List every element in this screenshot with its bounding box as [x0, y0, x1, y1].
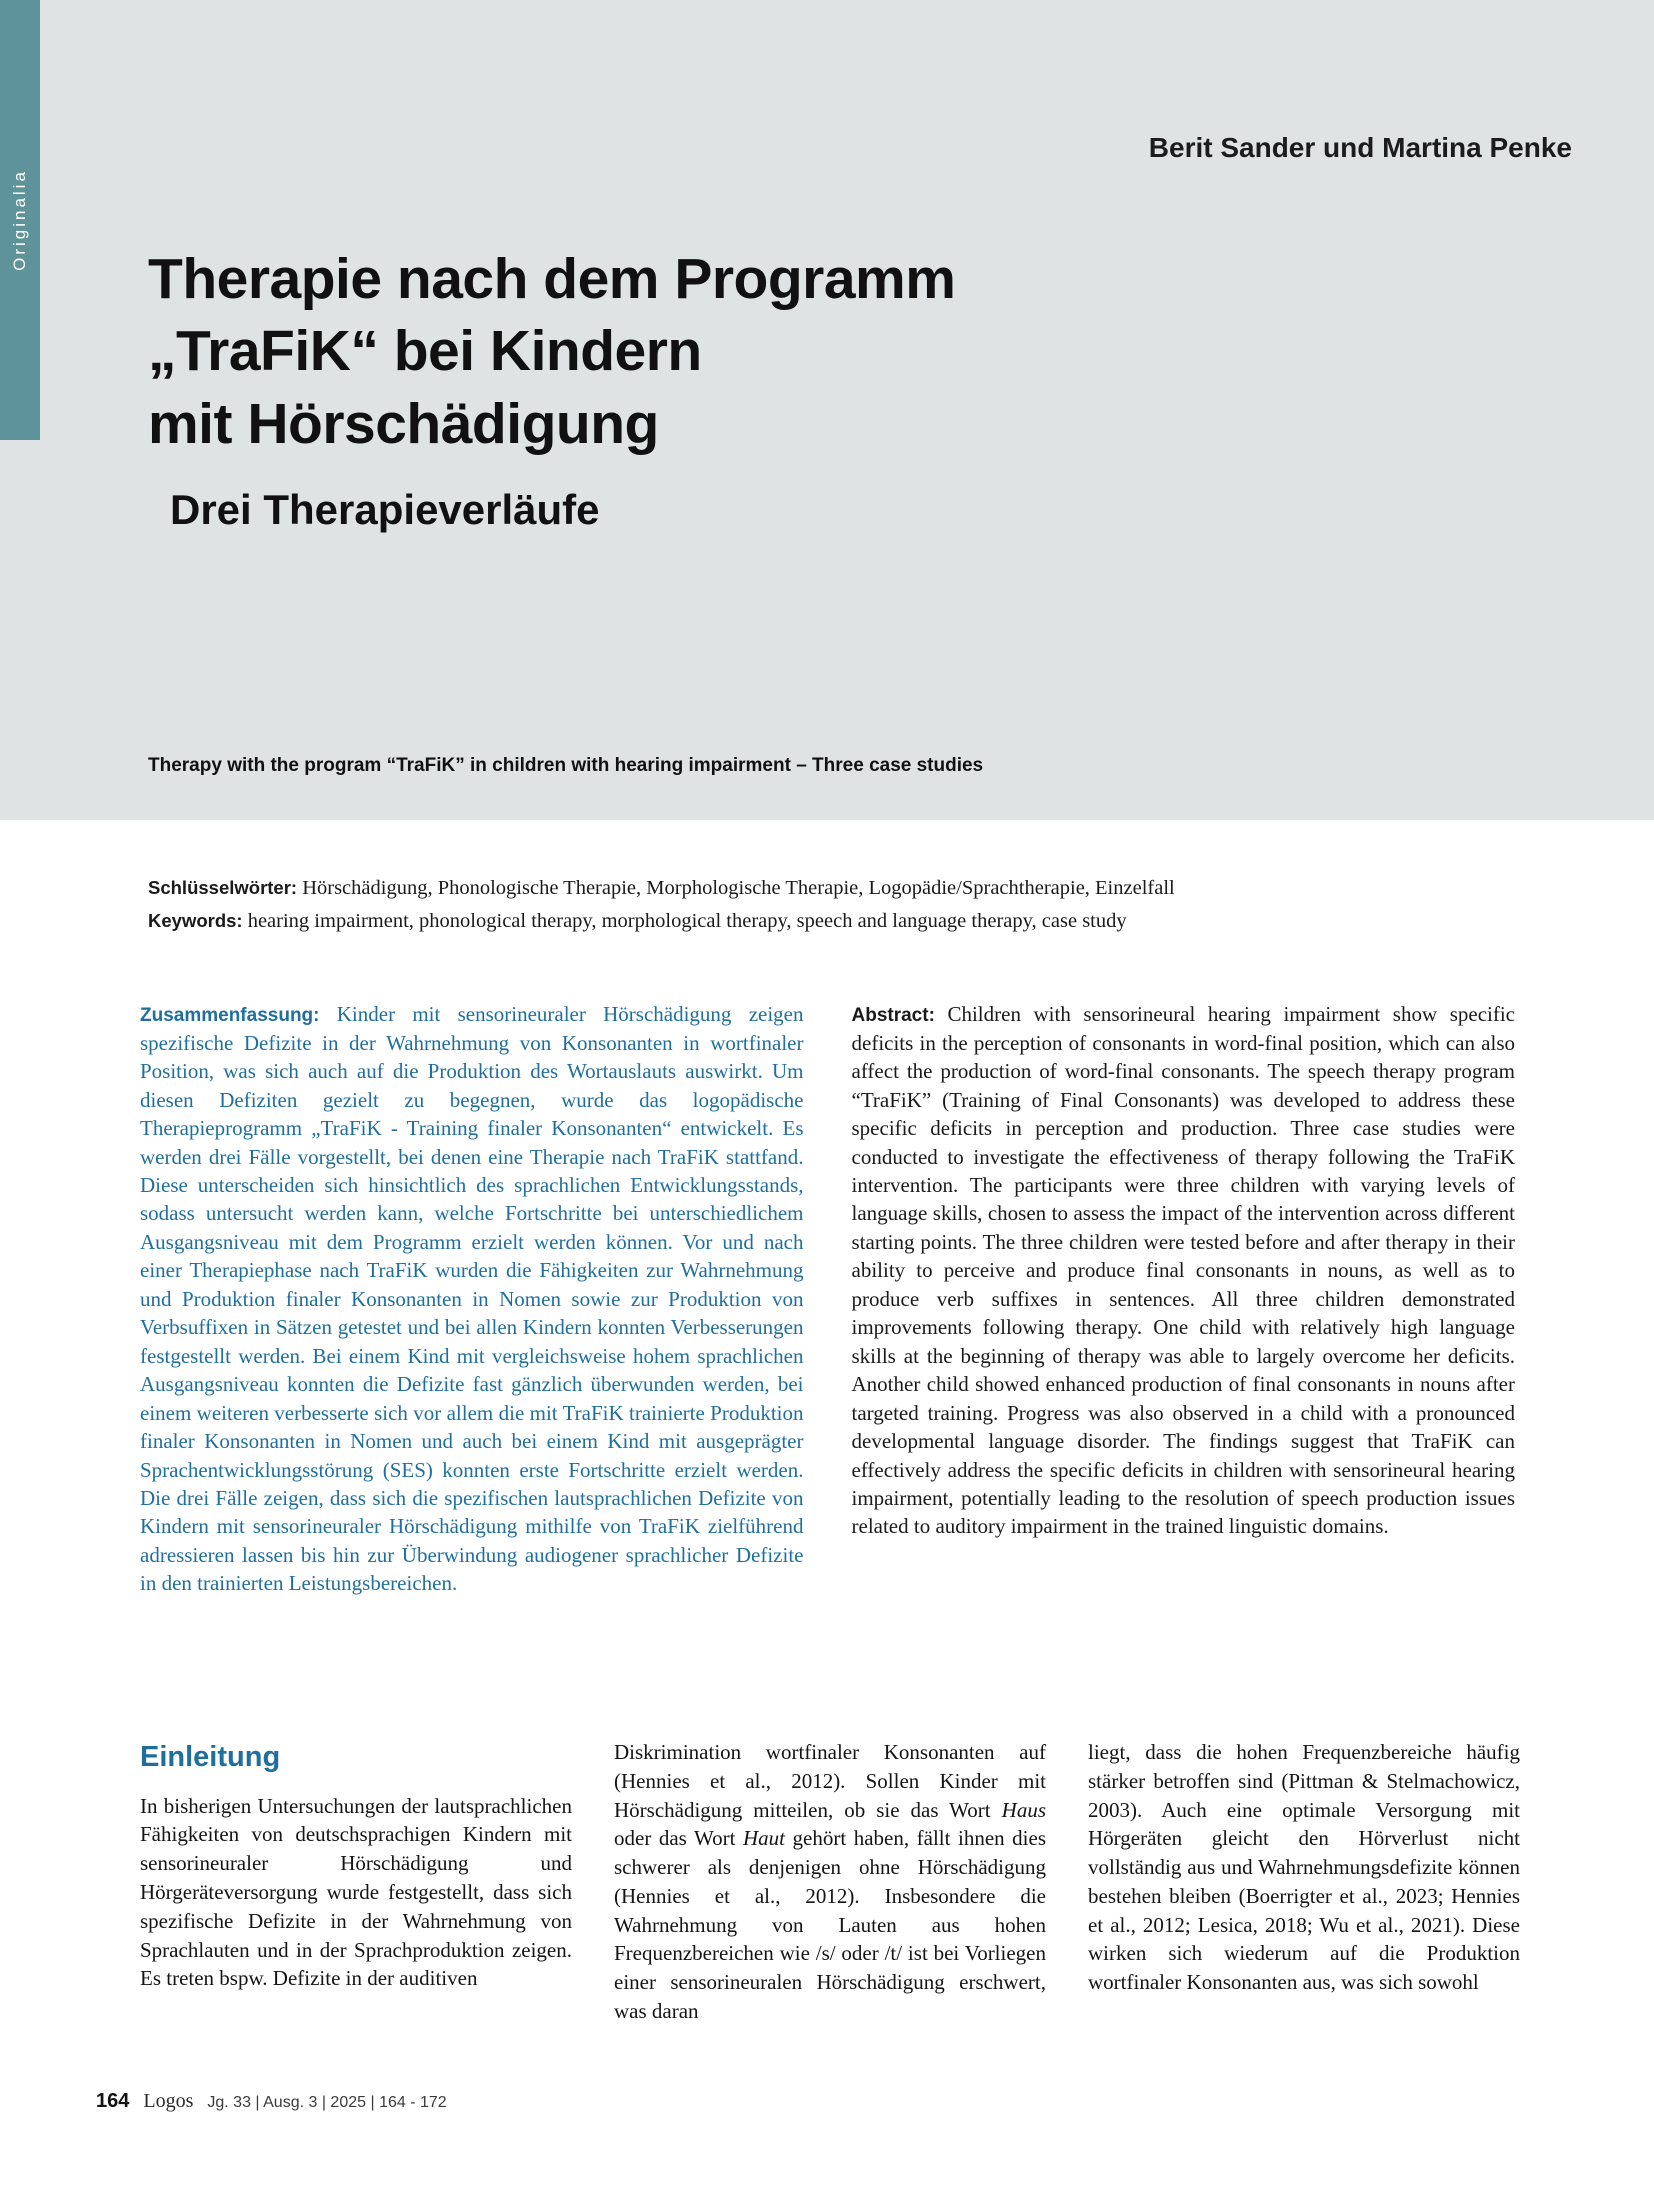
body-p2-part2: oder das Wort [614, 1826, 743, 1851]
keywords-en-value: hearing impairment, phonological therapy, morphological therapy, speech and language therapy, case study [242, 910, 1127, 933]
header-band [0, 0, 1654, 820]
body-column-2 [614, 1738, 1046, 2026]
body-p2-part3: gehört haben, fällt ihnen dies schwerer als denjenigen ohne Hörschädigung (Hennies et al., 2012). Insbesondere die Wahrnehmung von Lauten aus hohen Frequenzbereichen wie /s/ oder /t/ ist bei Vorliegen einer sensorineuralen Hörschädigung erschwert, was daran [614, 1826, 1046, 2023]
section-tab [0, 0, 40, 440]
body-column-3 [1088, 1738, 1520, 2026]
footer-journal-name: Logos [143, 2090, 194, 2112]
body-paragraph-2 [614, 1738, 1046, 2026]
keywords-de-value: Hörschädigung, Phonologische Therapie, Morphologische Therapie, Logopädie/Sprachtherapie, Einzelfall [297, 877, 1175, 899]
title-line-2: „TraFiK“ bei Kindern [148, 319, 702, 384]
abstract-german-text: Kinder mit sensorineuraler Hörschädigung zeigen spezifische Defizite in der Wahrnehmung von Konsonanten in wortfinaler Position, was sich auch auf die Produktion des Wortauslauts auswirkt. Um diesen Defiziten gezielt zu begegnen, wurde das logopädische Therapieprogramm „TraFiK - Training finaler Konsonanten“ entwickelt. Es werden drei Fälle vorgestellt, bei denen eine Therapie nach TraFiK stattfand. Diese unterscheiden sich hinsichtlich des sprachlichen Entwicklungsstands, sodass untersucht werden kann, welche Fortschritte bei unterschiedlichem Ausgangsniveau mit dem Programm erzielt werden können. Vor und nach einer Therapiephase nach TraFiK wurden die Fähigkeiten zur Wahrnehmung und Produktion finaler Konsonanten in Nomen sowie zur Produktion von Verbsuffixen in Sätzen getestet und bei allen Kindern konnten Verbesserungen festgestellt werden. Bei einem Kind mit vergleichsweise hohem sprachlichen Ausgangsniveau konnten die Defizite fast gänzlich überwunden werden, bei einem weiteren verbesserte sich vor allem die mit TraFiK trainierte Produktion finaler Konsonanten in Nomen und auch bei einem Kind mit ausgeprägter Sprachentwicklungsstörung (SES) konnten erste Fortschritte erzielt werden. Die drei Fälle zeigen, dass sich die spezifischen lautsprachlichen Defizite von Kindern mit sensorineuraler Hörschädigung mithilfe von TraFiK zielführend adressieren lassen bis hin zur Überwindung audiogener sprachlicher Defizite in den trainierten Leistungsbereichen. [140, 1002, 804, 1596]
keywords-en [148, 905, 1478, 938]
abstract-english-text: Children with sensorineural hearing impairment show specific deficits in the perception of consonants in word-final position, which can also affect the production of word-final consonants. The speech therapy program “TraFiK” (Training of Final Consonants) was developed to address these specific deficits in perception and production. Three case studies were conducted to investigate the effectiveness of therapy following the TraFiK intervention. The participants were three children with varying levels of language skills, chosen to assess the impact of the intervention across different starting points. The three children were tested before and after therapy in their ability to perceive and produce final consonants in nouns, as well as to produce verb suffixes in sentences. All three children demonstrated improvements following therapy. One child with relatively high language skills at the beginning of therapy was able to largely overcome her deficits. Another child showed enhanced production of final consonants in nouns after targeted training. Progress was also observed in a child with a pronounced developmental language disorder. The findings suggest that TraFiK can effectively address the specific deficits in children with sensorineural hearing impairment, potentially leading to the resolution of speech production issues related to auditory impairment in the trained linguistic domains. [851, 1002, 1515, 1539]
page-footer [96, 2090, 447, 2113]
abstract-english-label: Abstract: [851, 1005, 935, 1026]
body-paragraph-1: In bisherigen Untersuchungen der lautsprachlichen Fähigkeiten von deutschsprachigen Kindern mit sensorineuraler Hörschädigung und Hörgeräteversorgung wurde festgestellt, dass sich spezifische Defizite in der Wahrnehmung von Sprachlauten und in der Sprachproduktion zeigen. Es treten bspw. Defizite in der auditiven [140, 1793, 572, 1991]
page-subtitle: Drei Therapieverläufe [170, 486, 600, 534]
body-paragraph-3: liegt, dass die hohen Frequenzbereiche häufig stärker betroffen sind (Pittman & Stelmachowicz, 2003). Auch eine optimale Versorgung mit Hörgeräten gleicht den Hörverlust nicht vollständig aus und Wahrnehmungsdefizite können bestehen bleiben (Boerrigter et al., 2023; Hennies et al., 2012; Lesica, 2018; Wu et al., 2021). Diese wirken sich wiederum auf die Produktion wortfinaler Konsonanten aus, was sich sowohl [1088, 1740, 1520, 1995]
abstract-english [852, 1000, 1516, 1598]
title-line-1: Therapie nach dem Programm [148, 247, 956, 311]
body-p2-italic1: Haus [1001, 1797, 1046, 1822]
footer-issue-meta: Jg. 33 | Ausg. 3 | 2025 | 164 - 172 [207, 2094, 447, 2111]
keywords-en-label: Keywords: [148, 910, 243, 932]
keywords-de [148, 872, 1478, 905]
page-title [148, 243, 1478, 460]
abstracts [140, 1000, 1515, 1598]
title-line-3: mit Hörschädigung [148, 391, 659, 456]
body-columns [140, 1738, 1520, 2026]
body-p2-part1: Diskrimination wortfinaler Konsonanten auf (Hennies et al., 2012). Sollen Kinder mit Hörschädigung mitteilen, ob sie das Wort [614, 1740, 1046, 1822]
authors: Berit Sander und Martina Penke [1148, 132, 1572, 163]
footer-page-number: 164 [96, 2090, 130, 2112]
english-title: Therapy with the program “TraFiK” in children with hearing impairment – Three case studies [148, 755, 984, 776]
keywords-block [148, 872, 1478, 938]
title-block [148, 243, 1478, 534]
abstract-german-label: Zusammenfassung: [140, 1005, 320, 1026]
section-heading: Einleitung [140, 1741, 281, 1773]
abstract-german [140, 1000, 804, 1598]
section-tab-label: Originalia [10, 169, 29, 271]
body-column-1 [140, 1738, 572, 2026]
keywords-de-label: Schlüsselwörter: [148, 877, 298, 898]
body-p2-italic2: Haut [743, 1826, 785, 1851]
